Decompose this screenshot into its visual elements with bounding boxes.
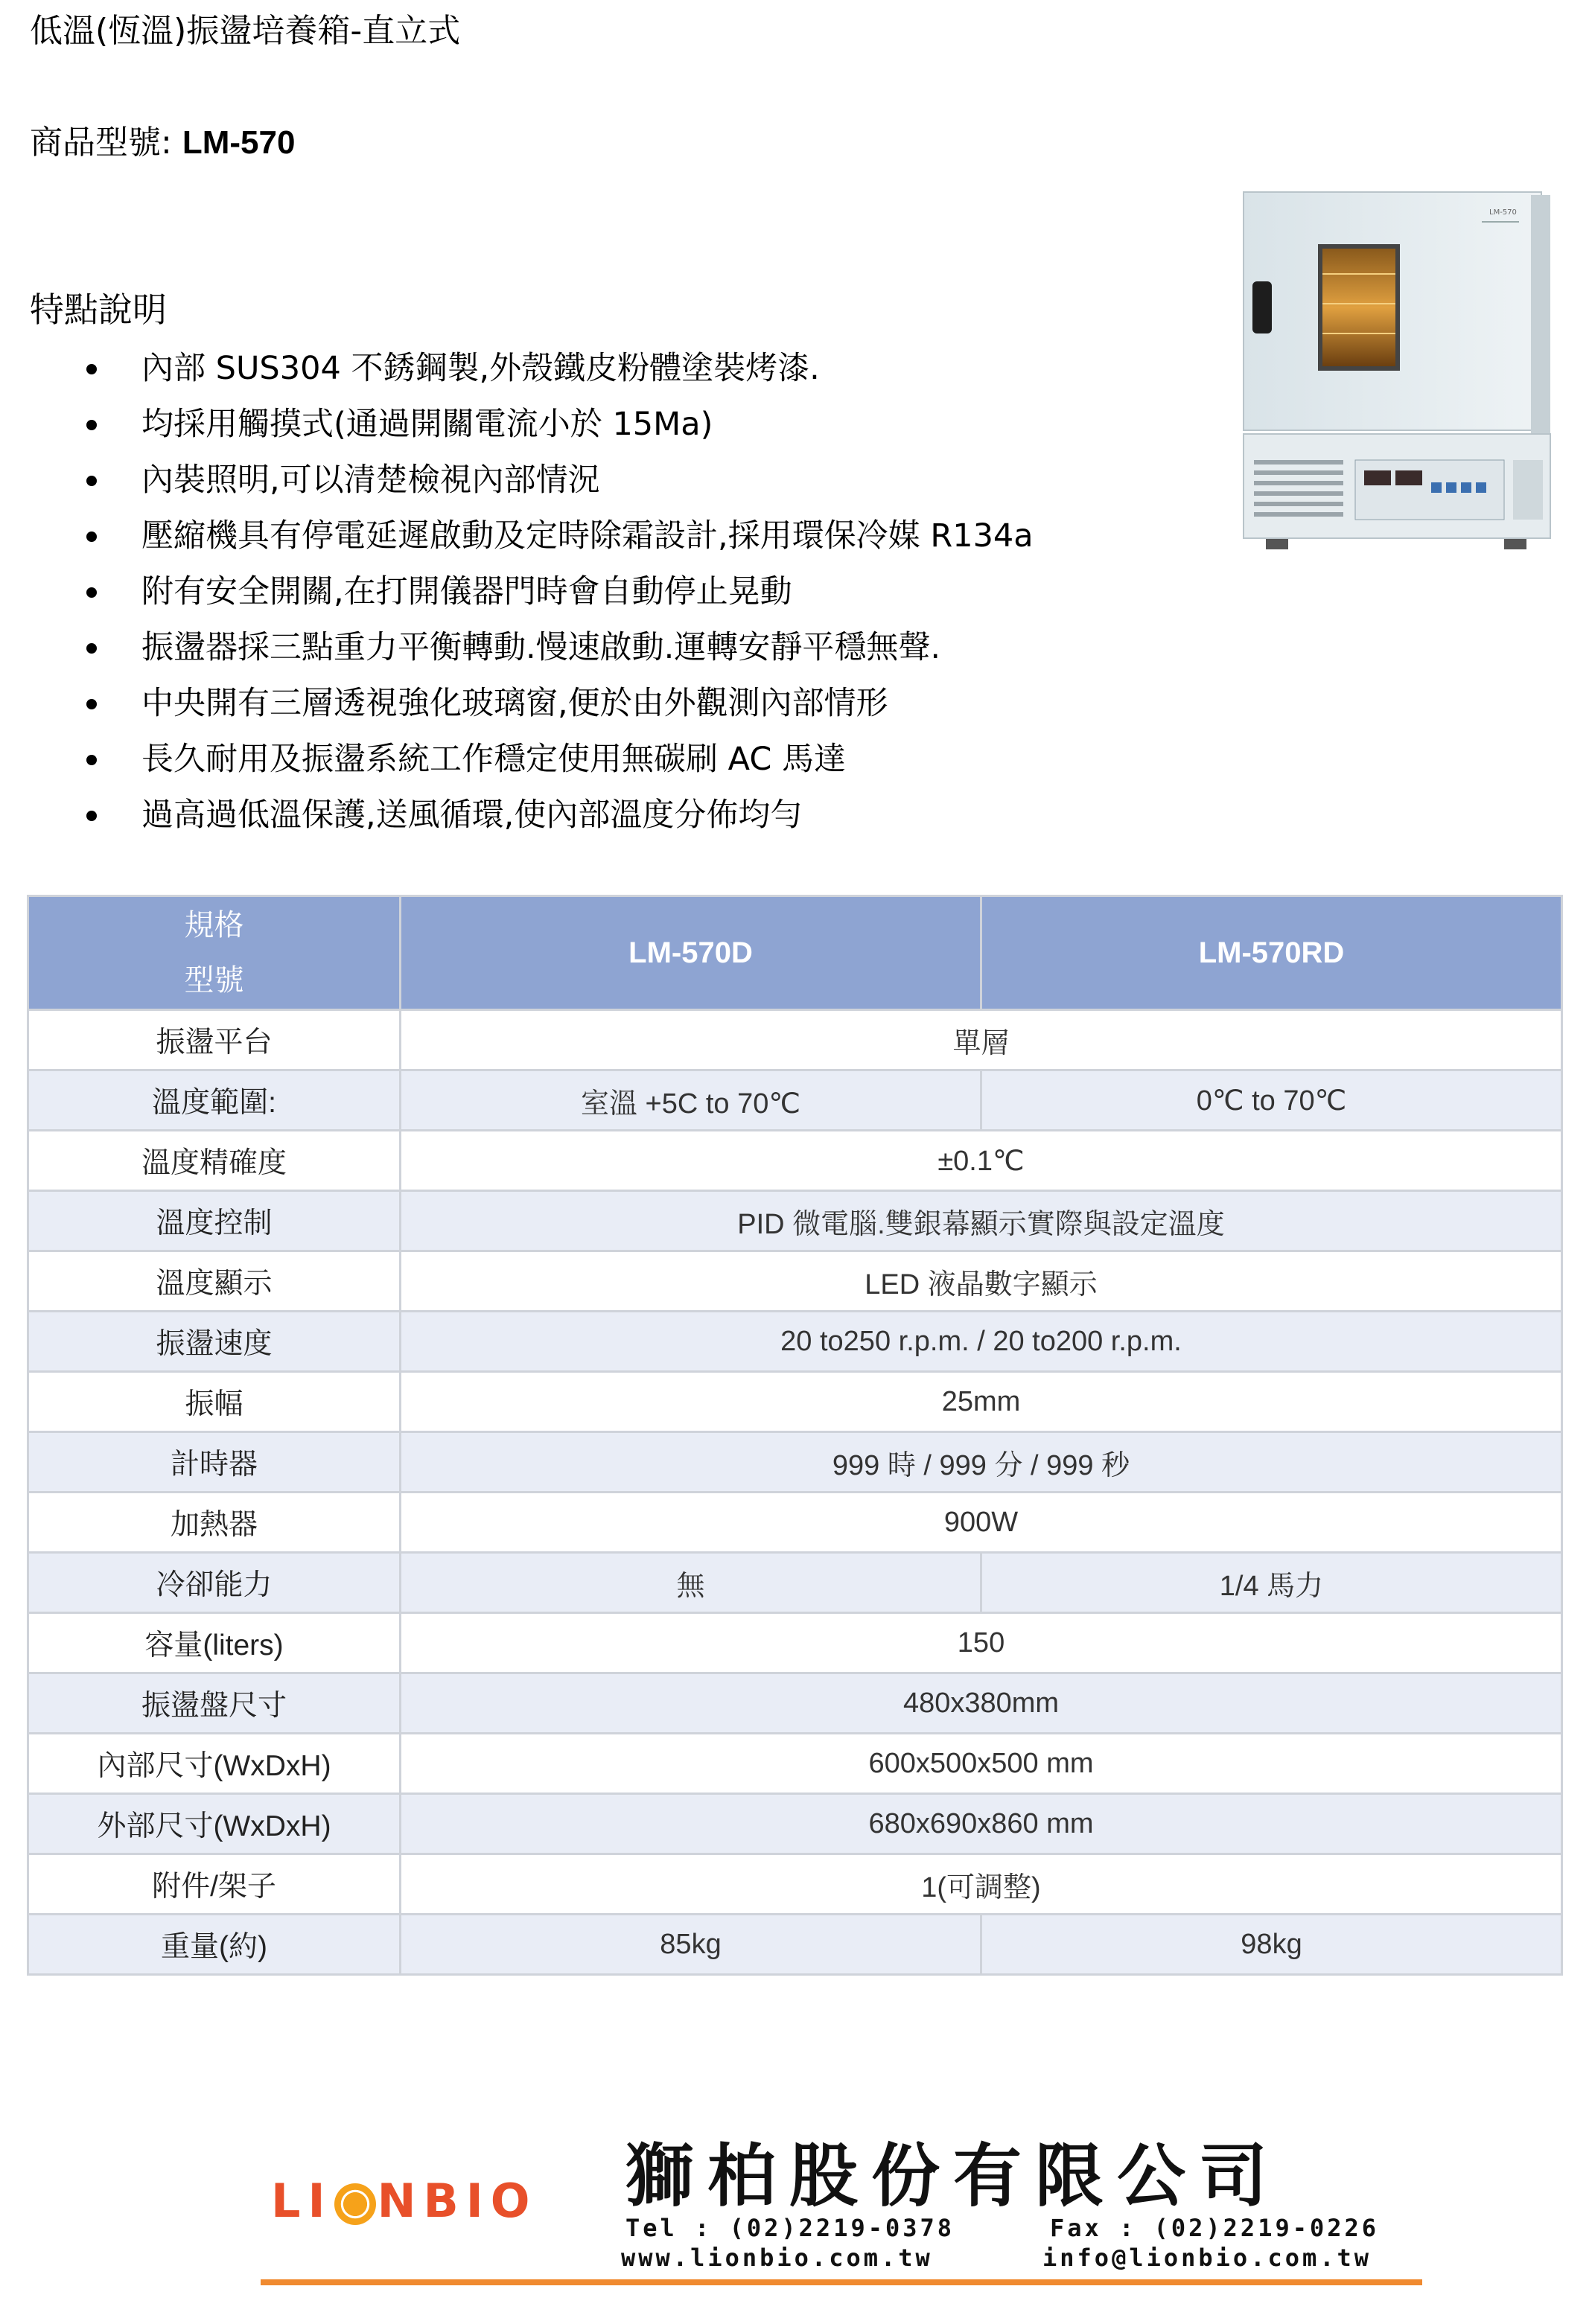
table-row (28, 1070, 1562, 1131)
bullet-icon (86, 755, 97, 765)
row-value: 20 to250 r.p.m. / 20 to200 r.p.m. (401, 1312, 1562, 1372)
row-value-2: 98kg (981, 1915, 1562, 1975)
feature-item: 內部 SUS304 不銹鋼製,外殼鐵皮粉體塗裝烤漆. (0, 341, 1221, 397)
row-value: 600x500x500 mm (401, 1734, 1562, 1794)
features-list (0, 341, 1221, 843)
model-value: LM-570 (182, 124, 296, 161)
row-value: ±0.1℃ (401, 1131, 1562, 1191)
shaker-incubator-photo (1236, 185, 1564, 557)
row-label: 振幅 (28, 1372, 401, 1432)
row-value-2: 0℃ to 70℃ (981, 1070, 1562, 1131)
table-row (28, 1553, 1562, 1613)
header-spec-model: 規格 型號 (28, 896, 401, 1010)
row-label: 外部尺寸(WxDxH) (28, 1794, 401, 1854)
header-model-1: LM-570D (401, 896, 981, 1010)
website-link[interactable]: www.lionbio.com.tw (621, 2244, 933, 2272)
row-label: 溫度控制 (28, 1191, 401, 1251)
footer (268, 2122, 1415, 2285)
table-row (28, 1131, 1562, 1191)
row-label: 重量(約) (28, 1915, 401, 1975)
row-value: 150 (401, 1613, 1562, 1673)
table-row (28, 1372, 1562, 1432)
bullet-icon (86, 531, 97, 542)
row-label: 計時器 (28, 1432, 401, 1493)
row-label: 振盪平台 (28, 1010, 401, 1070)
table-row (28, 1493, 1562, 1553)
table-row (28, 1673, 1562, 1734)
brand-logo: LI NBIO (271, 2174, 538, 2228)
row-label: 振盪盤尺寸 (28, 1673, 401, 1734)
phone-number: Tel : (02)2219-0378 (625, 2214, 955, 2242)
row-value: LED 液晶數字顯示 (401, 1251, 1562, 1312)
table-row (28, 1010, 1562, 1070)
row-label: 振盪速度 (28, 1312, 401, 1372)
row-label: 溫度顯示 (28, 1251, 401, 1312)
row-label: 溫度範圍: (28, 1070, 401, 1131)
table-row (28, 1854, 1562, 1915)
row-value: 680x690x860 mm (401, 1794, 1562, 1854)
company-name: 獅柏股份有限公司 (625, 2136, 1281, 2216)
table-row (28, 1613, 1562, 1673)
row-value: PID 微電腦.雙銀幕顯示實際與設定溫度 (401, 1191, 1562, 1251)
row-value: 25mm (401, 1372, 1562, 1432)
model-line (30, 121, 295, 165)
table-row (28, 1251, 1562, 1312)
table-row (28, 1432, 1562, 1493)
row-value: 999 時 / 999 分 / 999 秒 (401, 1432, 1562, 1493)
fax-number: Fax : (02)2219-0226 (1050, 2214, 1380, 2242)
row-value: 單層 (401, 1010, 1562, 1070)
feature-item: 振盪器採三點重力平衡轉動.慢速啟動.運轉安靜平穩無聲. (0, 620, 1221, 676)
email-link[interactable]: info@lionbio.com.tw (1042, 2244, 1372, 2272)
table-row (28, 1191, 1562, 1251)
footer-divider (261, 2279, 1422, 2285)
row-value-1: 85kg (401, 1915, 981, 1975)
bullet-icon (86, 587, 97, 598)
row-value: 1(可調整) (401, 1854, 1562, 1915)
row-label: 溫度精確度 (28, 1131, 401, 1191)
feature-item: 內裝照明,可以清楚檢視內部情況 (0, 453, 1221, 508)
feature-item: 附有安全開關,在打開儀器門時會自動停止晃動 (0, 564, 1221, 620)
row-value-1: 無 (401, 1553, 981, 1613)
features-heading: 特點說明 (30, 290, 167, 330)
header-model-2: LM-570RD (981, 896, 1562, 1010)
table-row (28, 1312, 1562, 1372)
model-label: 商品型號: (30, 124, 172, 162)
bullet-icon (86, 699, 97, 709)
feature-item: 過高過低溫保護,送風循環,使內部溫度分佈均勻 (0, 788, 1221, 843)
table-row (28, 1794, 1562, 1854)
sun-logo-icon (334, 2183, 376, 2225)
bullet-icon (86, 811, 97, 821)
bullet-icon (86, 364, 97, 374)
feature-item: 長久耐用及振盪系統工作穩定使用無碳刷 AC 馬達 (0, 732, 1221, 788)
bullet-icon (86, 420, 97, 430)
row-value-2: 1/4 馬力 (981, 1553, 1562, 1613)
row-label: 加熱器 (28, 1493, 401, 1553)
spec-table (27, 895, 1563, 1976)
table-header (28, 896, 1562, 1010)
row-value: 480x380mm (401, 1673, 1562, 1734)
row-value: 900W (401, 1493, 1562, 1553)
panel-model-label: LM-570 (1489, 208, 1517, 217)
table-row (28, 1734, 1562, 1794)
row-label: 冷卻能力 (28, 1553, 401, 1613)
feature-item: 均採用觸摸式(通過開關電流小於 15Ma) (0, 397, 1221, 453)
row-label: 容量(liters) (28, 1613, 401, 1673)
feature-item: 壓縮機具有停電延遲啟動及定時除霜設計,採用環保冷媒 R134a (0, 508, 1221, 564)
row-label: 附件/架子 (28, 1854, 401, 1915)
row-label: 內部尺寸(WxDxH) (28, 1734, 401, 1794)
page-title: 低溫(恆溫)振盪培養箱-直立式 (30, 12, 461, 50)
feature-item: 中央開有三層透視強化玻璃窗,便於由外觀測內部情形 (0, 676, 1221, 732)
table-row (28, 1915, 1562, 1975)
bullet-icon (86, 476, 97, 486)
bullet-icon (86, 643, 97, 654)
row-value-1: 室溫 +5C to 70℃ (401, 1070, 981, 1131)
